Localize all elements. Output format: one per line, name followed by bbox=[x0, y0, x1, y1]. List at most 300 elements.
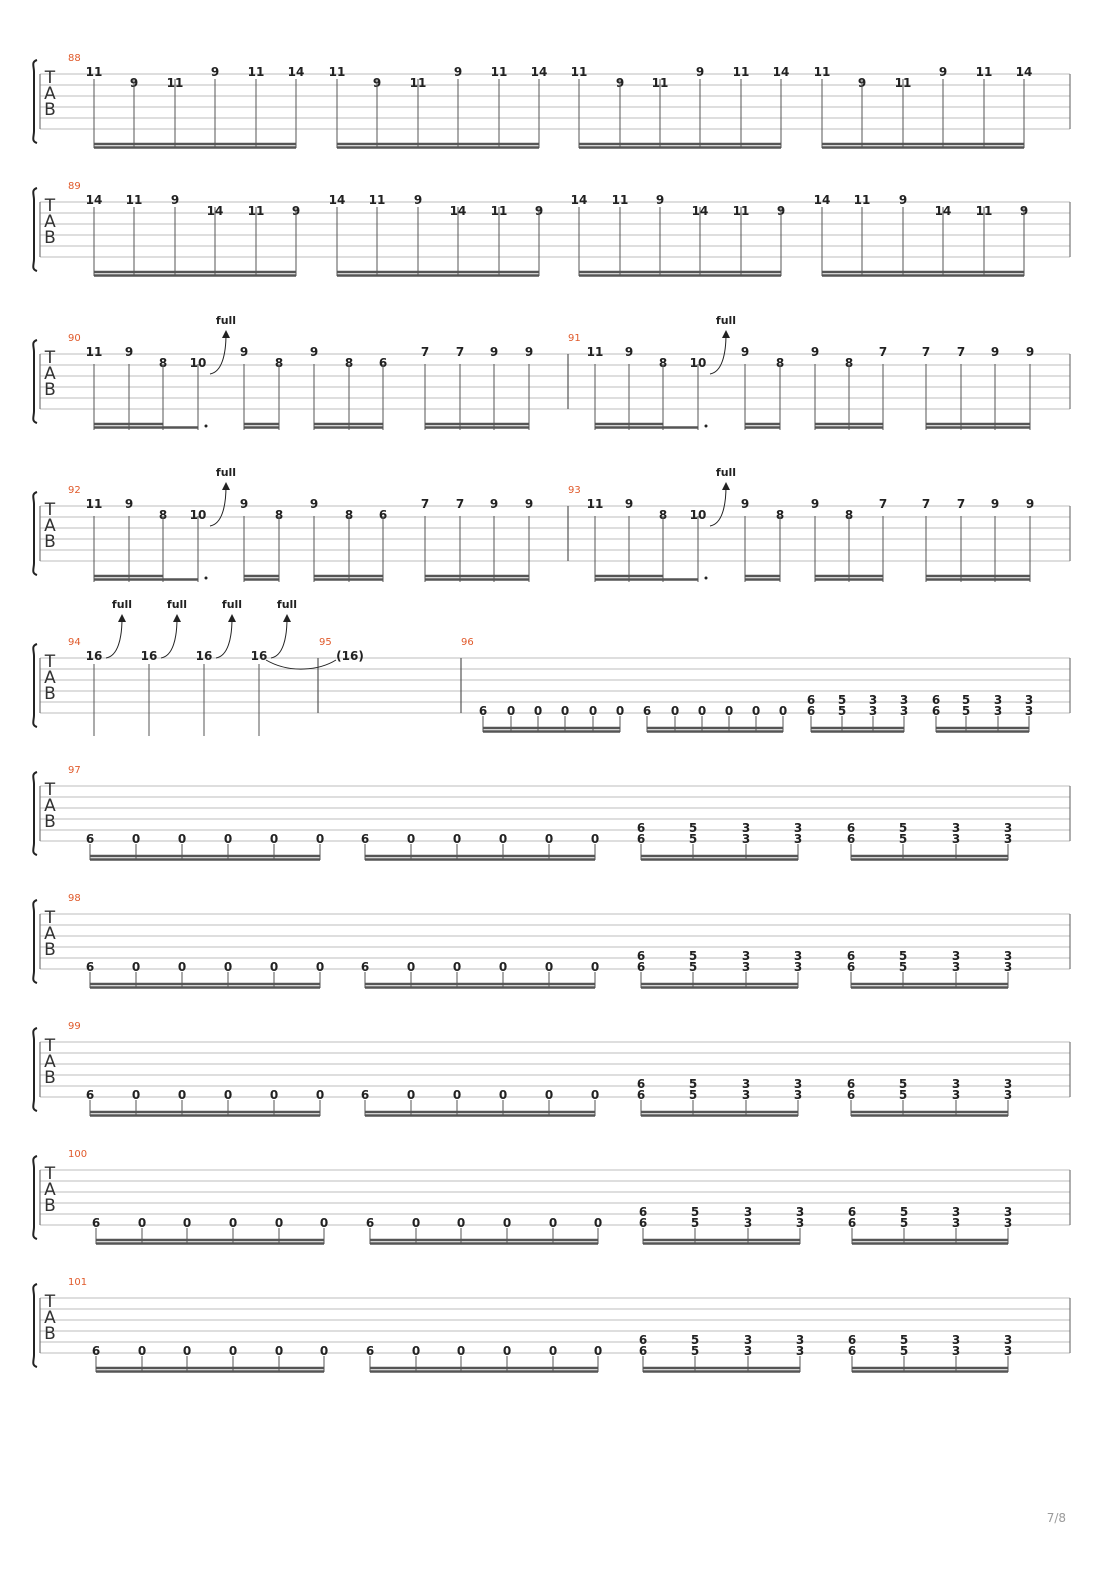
system-bracket bbox=[33, 772, 37, 855]
fret-number: 16 bbox=[85, 649, 103, 663]
fret-number: 6 bbox=[360, 832, 370, 846]
fret-number: 6 bbox=[378, 356, 388, 370]
fret-number: 7 bbox=[956, 497, 966, 511]
fret-number: 5 bbox=[898, 1088, 908, 1102]
fret-number: 8 bbox=[274, 508, 284, 522]
fret-number: 0 bbox=[615, 704, 625, 718]
fret-number: 5 bbox=[898, 832, 908, 846]
fret-number: 11 bbox=[490, 65, 508, 79]
fret-number: 3 bbox=[951, 1077, 961, 1091]
measure-number: 96 bbox=[461, 637, 474, 648]
fret-number: 0 bbox=[670, 704, 680, 718]
tab-system bbox=[33, 1149, 1070, 1244]
fret-number: 0 bbox=[223, 1088, 233, 1102]
fret-number: 6 bbox=[847, 1344, 857, 1358]
fret-number: 7 bbox=[420, 497, 430, 511]
fret-number: 9 bbox=[695, 65, 705, 79]
fret-number: 9 bbox=[239, 497, 249, 511]
measure-number: 101 bbox=[68, 1277, 88, 1288]
fret-number: 10 bbox=[189, 356, 207, 370]
fret-number: 0 bbox=[131, 832, 141, 846]
tab-clef-a: A bbox=[44, 364, 56, 384]
fret-number: 3 bbox=[741, 821, 751, 835]
fret-number: 9 bbox=[124, 345, 134, 359]
fret-number: 6 bbox=[85, 832, 95, 846]
fret-number: 3 bbox=[951, 1333, 961, 1347]
bend-curve bbox=[161, 618, 177, 658]
fret-number: 6 bbox=[636, 949, 646, 963]
fret-number: 11 bbox=[247, 65, 265, 79]
fret-number: 8 bbox=[344, 508, 354, 522]
fret-number: 0 bbox=[456, 1344, 466, 1358]
tab-system bbox=[33, 893, 1070, 988]
fret-number: 3 bbox=[951, 1088, 961, 1102]
fret-number: 10 bbox=[689, 356, 707, 370]
measure-number: 88 bbox=[68, 53, 81, 64]
fret-number: 9 bbox=[1025, 345, 1035, 359]
fret-number: 9 bbox=[740, 497, 750, 511]
fret-number: 0 bbox=[269, 960, 279, 974]
fret-number: 0 bbox=[228, 1344, 238, 1358]
tab-clef-t: T bbox=[44, 780, 56, 800]
fret-number: 3 bbox=[1003, 949, 1013, 963]
fret-number: 11 bbox=[166, 76, 184, 90]
tab-clef-b: B bbox=[44, 1324, 56, 1344]
fret-number: 14 bbox=[206, 204, 224, 218]
fret-number: 9 bbox=[413, 193, 423, 207]
measure-number: 94 bbox=[68, 637, 81, 648]
fret-number: 3 bbox=[741, 960, 751, 974]
fret-number: 6 bbox=[638, 1333, 648, 1347]
system-bracket bbox=[33, 340, 37, 423]
tab-system bbox=[33, 53, 1070, 148]
tied-note: (16) bbox=[336, 649, 364, 663]
fret-number: 0 bbox=[411, 1216, 421, 1230]
tab-clef-t: T bbox=[44, 1164, 56, 1184]
fret-number: 9 bbox=[309, 345, 319, 359]
fret-number: 11 bbox=[732, 65, 750, 79]
fret-number: 7 bbox=[878, 497, 888, 511]
fret-number: 5 bbox=[837, 704, 847, 718]
fret-number: 6 bbox=[846, 960, 856, 974]
fret-number: 0 bbox=[548, 1344, 558, 1358]
fret-number: 0 bbox=[544, 1088, 554, 1102]
tab-clef-t: T bbox=[44, 348, 56, 368]
fret-number: 6 bbox=[847, 1333, 857, 1347]
fret-number: 6 bbox=[360, 960, 370, 974]
fret-number: 0 bbox=[223, 960, 233, 974]
fret-number: 0 bbox=[315, 832, 325, 846]
fret-number: 3 bbox=[868, 704, 878, 718]
fret-number: 11 bbox=[586, 497, 604, 511]
fret-number: 0 bbox=[131, 960, 141, 974]
fret-number: 0 bbox=[502, 1216, 512, 1230]
fret-number: 9 bbox=[624, 497, 634, 511]
fret-number: 11 bbox=[586, 345, 604, 359]
fret-number: 0 bbox=[590, 832, 600, 846]
fret-number: 11 bbox=[368, 193, 386, 207]
fret-number: 14 bbox=[1015, 65, 1033, 79]
bend-arrowhead bbox=[222, 482, 230, 490]
fret-number: 3 bbox=[743, 1333, 753, 1347]
fret-number: 16 bbox=[140, 649, 158, 663]
system-bracket bbox=[33, 60, 37, 143]
tab-clef-b: B bbox=[44, 940, 56, 960]
fret-number: 5 bbox=[690, 1333, 700, 1347]
fret-number: 11 bbox=[813, 65, 831, 79]
fret-number: 9 bbox=[990, 497, 1000, 511]
bend-label: full bbox=[715, 466, 737, 479]
fret-number: 9 bbox=[210, 65, 220, 79]
fret-number: 3 bbox=[793, 1088, 803, 1102]
fret-number: 0 bbox=[502, 1344, 512, 1358]
fret-number: 3 bbox=[993, 704, 1003, 718]
tie bbox=[266, 660, 336, 669]
tab-system bbox=[33, 466, 1070, 582]
fret-number: 3 bbox=[1003, 821, 1013, 835]
dot bbox=[205, 425, 208, 428]
fret-number: 5 bbox=[690, 1205, 700, 1219]
fret-number: 6 bbox=[638, 1216, 648, 1230]
fret-number: 14 bbox=[934, 204, 952, 218]
fret-number: 5 bbox=[688, 821, 698, 835]
fret-number: 5 bbox=[899, 1333, 909, 1347]
fret-number: 7 bbox=[420, 345, 430, 359]
tab-clef-a: A bbox=[44, 924, 56, 944]
fret-number: 0 bbox=[274, 1216, 284, 1230]
fret-number: 9 bbox=[239, 345, 249, 359]
fret-number: 0 bbox=[533, 704, 543, 718]
fret-number: 0 bbox=[182, 1344, 192, 1358]
fret-number: 9 bbox=[898, 193, 908, 207]
fret-number: 9 bbox=[309, 497, 319, 511]
fret-number: 3 bbox=[951, 1216, 961, 1230]
measure-number: 98 bbox=[68, 893, 81, 904]
fret-number: 0 bbox=[593, 1344, 603, 1358]
fret-number: 7 bbox=[878, 345, 888, 359]
fret-number: 3 bbox=[1024, 704, 1034, 718]
tab-clef-a: A bbox=[44, 212, 56, 232]
fret-number: 10 bbox=[689, 508, 707, 522]
fret-number: 3 bbox=[1024, 693, 1034, 707]
fret-number: 6 bbox=[638, 1344, 648, 1358]
fret-number: 0 bbox=[560, 704, 570, 718]
fret-number: 3 bbox=[1003, 960, 1013, 974]
tab-clef-t: T bbox=[44, 196, 56, 216]
fret-number: 0 bbox=[223, 832, 233, 846]
system-bracket bbox=[33, 644, 37, 727]
fret-number: 9 bbox=[624, 345, 634, 359]
fret-number: 5 bbox=[961, 693, 971, 707]
fret-number: 0 bbox=[269, 832, 279, 846]
fret-number: 6 bbox=[91, 1216, 101, 1230]
fret-number: 11 bbox=[85, 65, 103, 79]
fret-number: 0 bbox=[411, 1344, 421, 1358]
fret-number: 9 bbox=[655, 193, 665, 207]
dot bbox=[705, 425, 708, 428]
fret-number: 0 bbox=[498, 960, 508, 974]
tab-clef-a: A bbox=[44, 1308, 56, 1328]
tab-clef-t: T bbox=[44, 500, 56, 520]
fret-number: 11 bbox=[975, 65, 993, 79]
fret-number: 3 bbox=[793, 949, 803, 963]
fret-number: 0 bbox=[724, 704, 734, 718]
fret-number: 0 bbox=[406, 960, 416, 974]
fret-number: 9 bbox=[291, 204, 301, 218]
fret-number: 11 bbox=[85, 497, 103, 511]
fret-number: 6 bbox=[931, 693, 941, 707]
fret-number: 11 bbox=[975, 204, 993, 218]
fret-number: 11 bbox=[328, 65, 346, 79]
fret-number: 9 bbox=[489, 345, 499, 359]
fret-number: 3 bbox=[1003, 1077, 1013, 1091]
tab-clef-a: A bbox=[44, 84, 56, 104]
system-bracket bbox=[33, 1284, 37, 1367]
fret-number: 3 bbox=[1003, 1333, 1013, 1347]
measure-number: 93 bbox=[568, 485, 581, 496]
fret-number: 3 bbox=[793, 960, 803, 974]
fret-number: 6 bbox=[931, 704, 941, 718]
fret-number: 0 bbox=[778, 704, 788, 718]
fret-number: 0 bbox=[137, 1344, 147, 1358]
fret-number: 0 bbox=[315, 1088, 325, 1102]
fret-number: 0 bbox=[452, 832, 462, 846]
fret-number: 14 bbox=[813, 193, 831, 207]
fret-number: 6 bbox=[636, 1088, 646, 1102]
fret-number: 6 bbox=[636, 1077, 646, 1091]
fret-number: 3 bbox=[899, 693, 909, 707]
fret-number: 0 bbox=[498, 1088, 508, 1102]
fret-number: 9 bbox=[489, 497, 499, 511]
fret-number: 11 bbox=[853, 193, 871, 207]
fret-number: 8 bbox=[844, 356, 854, 370]
fret-number: 3 bbox=[1003, 1088, 1013, 1102]
tab-clef-a: A bbox=[44, 796, 56, 816]
fret-number: 6 bbox=[846, 832, 856, 846]
fret-number: 0 bbox=[406, 832, 416, 846]
fret-number: 9 bbox=[170, 193, 180, 207]
fret-number: 3 bbox=[741, 1088, 751, 1102]
tab-clef-a: A bbox=[44, 1052, 56, 1072]
fret-number: 5 bbox=[690, 1216, 700, 1230]
fret-number: 9 bbox=[372, 76, 382, 90]
tab-system bbox=[33, 314, 1070, 430]
dot bbox=[205, 577, 208, 580]
fret-number: 0 bbox=[588, 704, 598, 718]
fret-number: 0 bbox=[319, 1216, 329, 1230]
bend-label: full bbox=[111, 598, 133, 611]
fret-number: 9 bbox=[129, 76, 139, 90]
tab-system bbox=[33, 1021, 1070, 1116]
fret-number: 11 bbox=[490, 204, 508, 218]
fret-number: 5 bbox=[898, 960, 908, 974]
fret-number: 6 bbox=[85, 960, 95, 974]
fret-number: 11 bbox=[85, 345, 103, 359]
fret-number: 3 bbox=[793, 832, 803, 846]
fret-number: 3 bbox=[951, 1344, 961, 1358]
fret-number: 5 bbox=[898, 821, 908, 835]
measure-number: 92 bbox=[68, 485, 81, 496]
tab-clef-t: T bbox=[44, 1292, 56, 1312]
fret-number: 3 bbox=[795, 1205, 805, 1219]
fret-number: 0 bbox=[590, 960, 600, 974]
fret-number: 9 bbox=[938, 65, 948, 79]
fret-number: 0 bbox=[137, 1216, 147, 1230]
fret-number: 5 bbox=[899, 1344, 909, 1358]
measure-number: 89 bbox=[68, 181, 81, 192]
bend-label: full bbox=[221, 598, 243, 611]
fret-number: 0 bbox=[319, 1344, 329, 1358]
fret-number: 6 bbox=[360, 1088, 370, 1102]
fret-number: 9 bbox=[615, 76, 625, 90]
staff-lines bbox=[40, 786, 1070, 841]
fret-number: 9 bbox=[124, 497, 134, 511]
system-bracket bbox=[33, 1028, 37, 1111]
fret-number: 0 bbox=[544, 832, 554, 846]
tab-system bbox=[33, 765, 1070, 860]
fret-number: 6 bbox=[365, 1344, 375, 1358]
fret-number: 6 bbox=[846, 821, 856, 835]
fret-number: 6 bbox=[378, 508, 388, 522]
fret-number: 9 bbox=[810, 497, 820, 511]
fret-number: 0 bbox=[406, 1088, 416, 1102]
bend-label: full bbox=[715, 314, 737, 327]
fret-number: 6 bbox=[636, 960, 646, 974]
fret-number: 6 bbox=[847, 1205, 857, 1219]
fret-number: 8 bbox=[658, 356, 668, 370]
fret-number: 11 bbox=[894, 76, 912, 90]
fret-number: 6 bbox=[478, 704, 488, 718]
staff-lines bbox=[40, 914, 1070, 969]
tab-system bbox=[33, 1277, 1070, 1372]
fret-number: 3 bbox=[951, 1205, 961, 1219]
fret-number: 9 bbox=[453, 65, 463, 79]
bend-curve bbox=[216, 618, 232, 658]
fret-number: 0 bbox=[498, 832, 508, 846]
fret-number: 0 bbox=[228, 1216, 238, 1230]
fret-number: 0 bbox=[452, 1088, 462, 1102]
fret-number: 6 bbox=[642, 704, 652, 718]
fret-number: 14 bbox=[449, 204, 467, 218]
bend-label: full bbox=[215, 314, 237, 327]
measure-number: 95 bbox=[319, 637, 332, 648]
fret-number: 3 bbox=[951, 832, 961, 846]
fret-number: 0 bbox=[506, 704, 516, 718]
fret-number: 5 bbox=[961, 704, 971, 718]
fret-number: 14 bbox=[530, 65, 548, 79]
fret-number: 8 bbox=[775, 508, 785, 522]
fret-number: 3 bbox=[743, 1216, 753, 1230]
fret-number: 3 bbox=[868, 693, 878, 707]
fret-number: 14 bbox=[772, 65, 790, 79]
tab-clef-b: B bbox=[44, 532, 56, 552]
fret-number: 7 bbox=[921, 497, 931, 511]
fret-number: 3 bbox=[899, 704, 909, 718]
fret-number: 14 bbox=[328, 193, 346, 207]
fret-number: 8 bbox=[344, 356, 354, 370]
fret-number: 3 bbox=[741, 832, 751, 846]
tab-clef-b: B bbox=[44, 812, 56, 832]
fret-number: 9 bbox=[776, 204, 786, 218]
fret-number: 14 bbox=[287, 65, 305, 79]
measure-number: 90 bbox=[68, 333, 81, 344]
bend-curve bbox=[106, 618, 122, 658]
fret-number: 3 bbox=[793, 1077, 803, 1091]
fret-number: 9 bbox=[740, 345, 750, 359]
fret-number: 3 bbox=[743, 1344, 753, 1358]
fret-number: 9 bbox=[524, 497, 534, 511]
bend-arrowhead bbox=[722, 330, 730, 338]
fret-number: 5 bbox=[688, 960, 698, 974]
bend-curve bbox=[271, 618, 287, 658]
fret-number: 6 bbox=[806, 693, 816, 707]
fret-number: 0 bbox=[452, 960, 462, 974]
tab-clef-b: B bbox=[44, 684, 56, 704]
fret-number: 5 bbox=[688, 949, 698, 963]
tab-clef-b: B bbox=[44, 100, 56, 120]
tab-clef-b: B bbox=[44, 1196, 56, 1216]
staff-lines bbox=[40, 658, 1070, 713]
fret-number: 6 bbox=[636, 832, 646, 846]
system-bracket bbox=[33, 1156, 37, 1239]
fret-number: 9 bbox=[810, 345, 820, 359]
fret-number: 16 bbox=[195, 649, 213, 663]
fret-number: 9 bbox=[1025, 497, 1035, 511]
fret-number: 6 bbox=[847, 1216, 857, 1230]
staff-lines bbox=[40, 1042, 1070, 1097]
fret-number: 11 bbox=[125, 193, 143, 207]
fret-number: 5 bbox=[898, 1077, 908, 1091]
tab-clef-t: T bbox=[44, 68, 56, 88]
fret-number: 9 bbox=[990, 345, 1000, 359]
fret-number: 9 bbox=[1019, 204, 1029, 218]
fret-number: 0 bbox=[315, 960, 325, 974]
fret-number: 0 bbox=[274, 1344, 284, 1358]
fret-number: 11 bbox=[732, 204, 750, 218]
fret-number: 3 bbox=[795, 1216, 805, 1230]
tab-clef-b: B bbox=[44, 1068, 56, 1088]
fret-number: 6 bbox=[806, 704, 816, 718]
bend-arrowhead bbox=[283, 614, 291, 622]
fret-number: 5 bbox=[899, 1216, 909, 1230]
fret-number: 16 bbox=[250, 649, 268, 663]
fret-number: 3 bbox=[951, 949, 961, 963]
fret-number: 8 bbox=[158, 356, 168, 370]
fret-number: 0 bbox=[590, 1088, 600, 1102]
fret-number: 3 bbox=[795, 1344, 805, 1358]
fret-number: 7 bbox=[921, 345, 931, 359]
fret-number: 3 bbox=[1003, 1205, 1013, 1219]
fret-number: 8 bbox=[158, 508, 168, 522]
fret-number: 5 bbox=[688, 1077, 698, 1091]
tab-clef-a: A bbox=[44, 516, 56, 536]
staff-lines bbox=[40, 202, 1070, 257]
fret-number: 8 bbox=[274, 356, 284, 370]
fret-number: 3 bbox=[743, 1205, 753, 1219]
fret-number: 0 bbox=[544, 960, 554, 974]
fret-number: 0 bbox=[751, 704, 761, 718]
fret-number: 8 bbox=[658, 508, 668, 522]
fret-number: 6 bbox=[636, 821, 646, 835]
fret-number: 11 bbox=[651, 76, 669, 90]
staff-lines bbox=[40, 74, 1070, 129]
system-bracket bbox=[33, 188, 37, 271]
fret-number: 6 bbox=[365, 1216, 375, 1230]
fret-number: 3 bbox=[1003, 1344, 1013, 1358]
page-number-label: 7/8 bbox=[1046, 1511, 1066, 1525]
bend-arrowhead bbox=[722, 482, 730, 490]
fret-number: 5 bbox=[688, 1088, 698, 1102]
